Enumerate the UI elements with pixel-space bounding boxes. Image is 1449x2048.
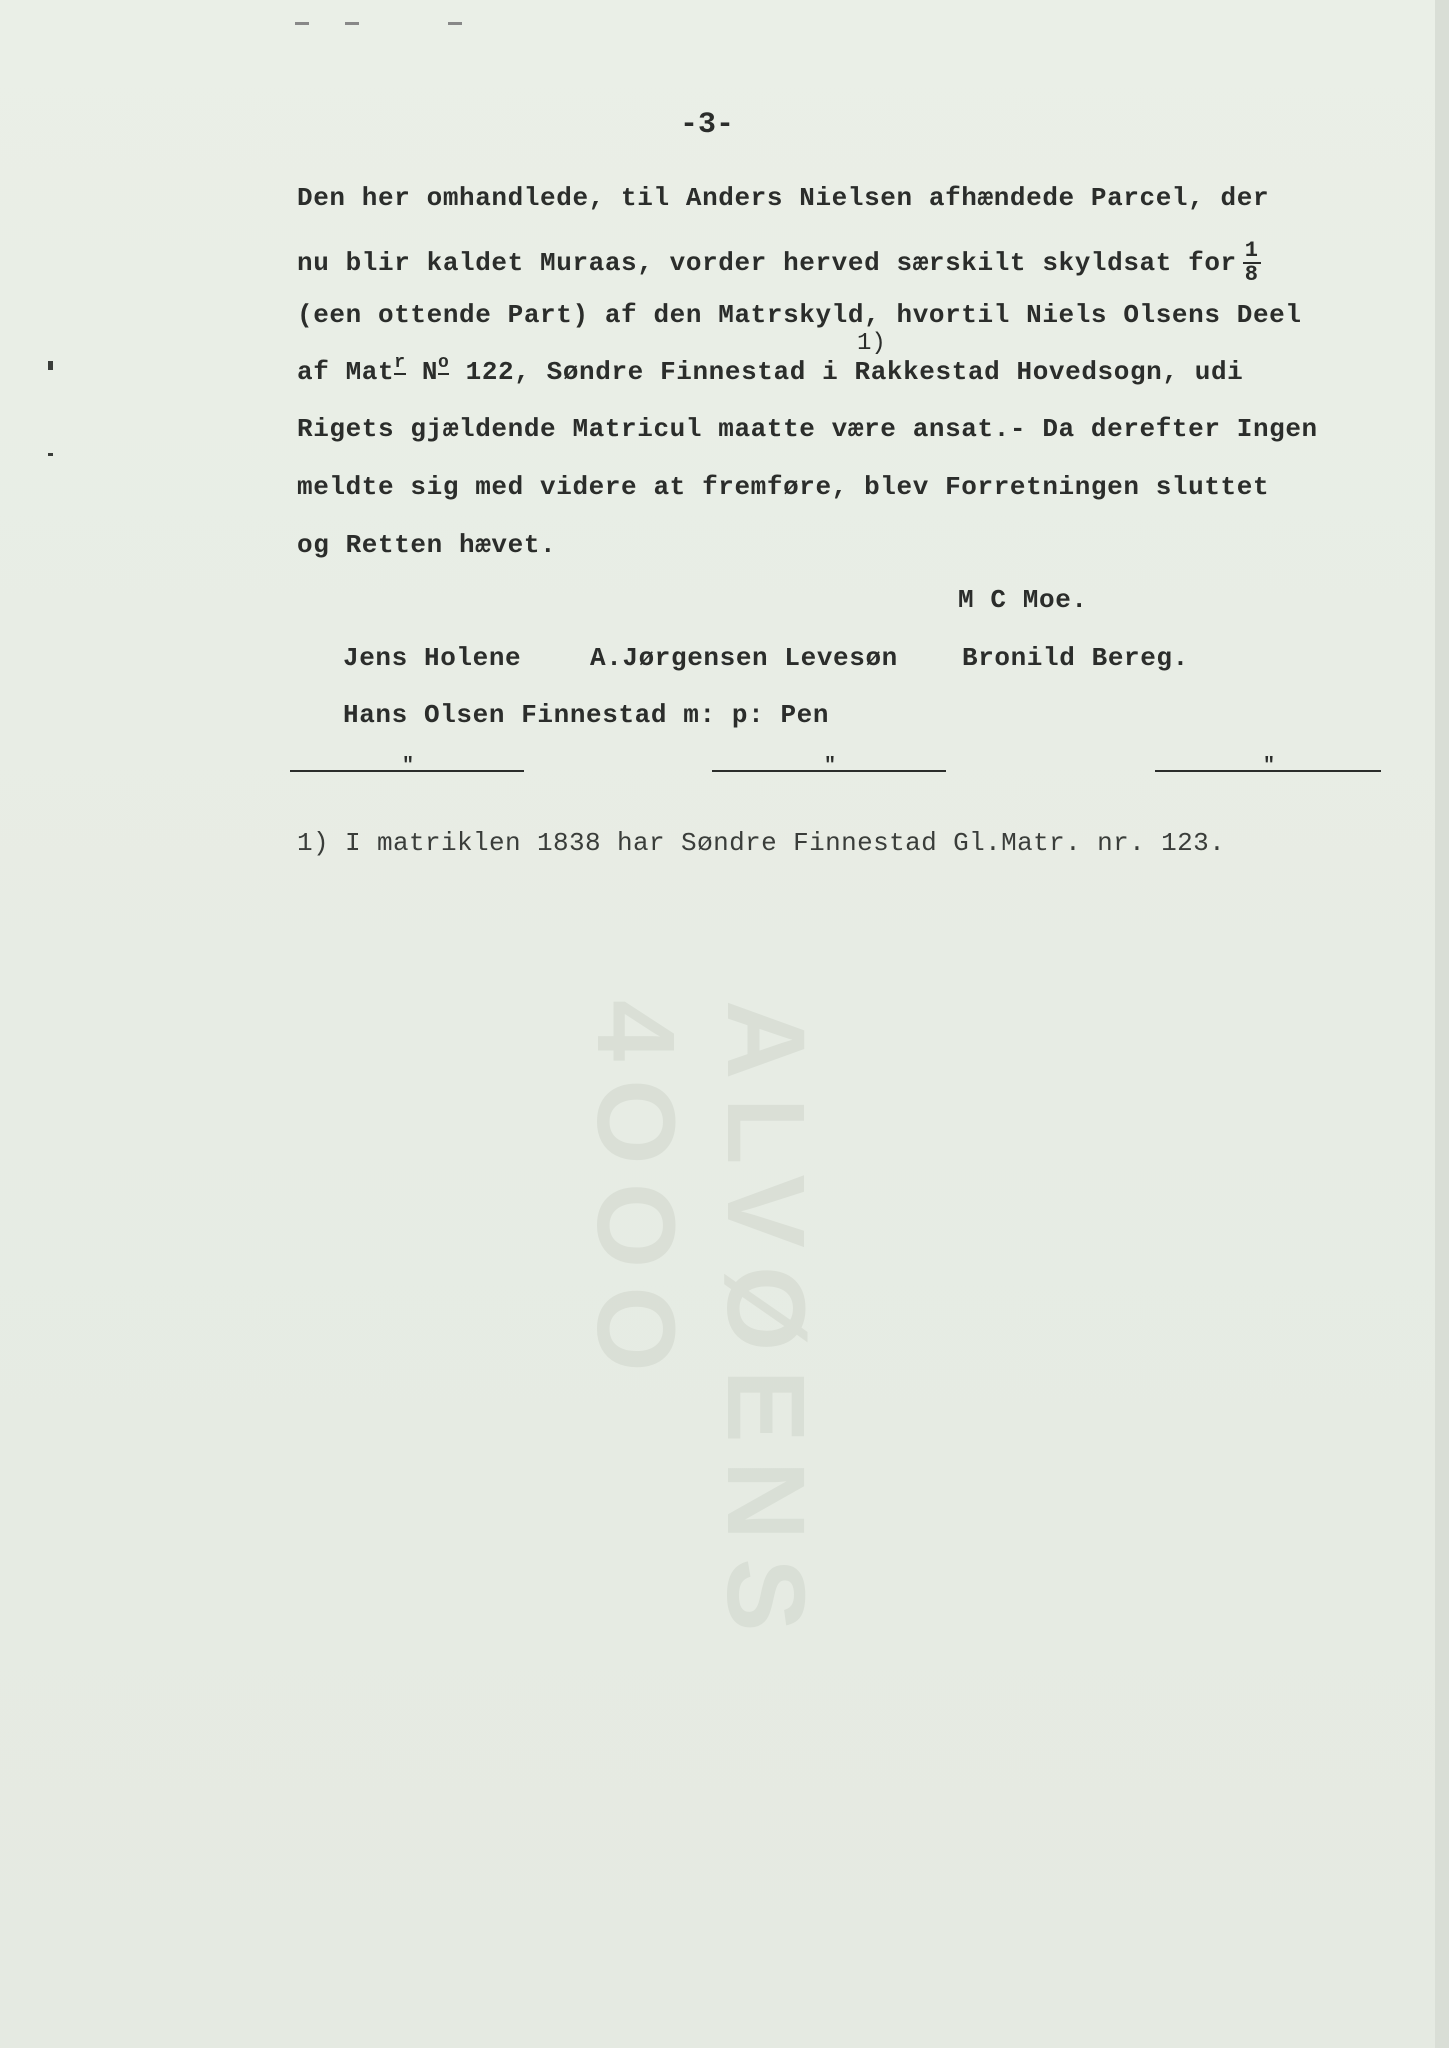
signature-bronild: Bronild Bereg. [962, 643, 1189, 673]
page-edge [1435, 0, 1449, 2048]
stray-mark [448, 22, 462, 25]
stray-mark [48, 361, 53, 370]
body-line-6: meldte sig med videre at fremføre, blev Forretningen sluttet [297, 472, 1270, 502]
body-line-7: og Retten hævet. [297, 530, 557, 560]
fraction-numerator: 1 [1244, 238, 1259, 263]
signature-moe: M C Moe. [958, 585, 1088, 615]
body-line-4-a: af Mat [297, 357, 395, 387]
page-number: -3- [680, 108, 735, 142]
fraction [1243, 240, 1261, 286]
body-line-1: Den her omhandlede, til Anders Nielsen afhændede Parcel, der [297, 183, 1270, 213]
superscript-r-text: r [394, 353, 406, 373]
stray-mark [295, 22, 309, 25]
signature-holene: Jens Holene [343, 643, 522, 673]
ditto-mark: " [1263, 755, 1276, 778]
body-line-2-text: nu blir kaldet Muraas, vorder herved særskilt skyldsat for [297, 247, 1237, 278]
ditto-mark: " [402, 755, 415, 778]
stray-mark [48, 453, 53, 456]
footnote-reference: 1) [857, 330, 886, 357]
body-line-4-b: N [405, 357, 439, 387]
signature-jorgensen: A.Jørgensen Levesøn [590, 643, 898, 673]
body-line-3: (een ottende Part) af den Matrskyld, hvortil Niels Olsens Deel [297, 300, 1302, 330]
body-line-2 [297, 240, 1261, 286]
stray-mark [345, 22, 359, 25]
superscript-o [438, 353, 450, 387]
body-line-4-c: 122, Søndre Finnestad i Rakkestad Hovedsogn, udi [449, 357, 1244, 387]
body-line-5: Rigets gjældende Matricul maatte være ansat.- Da derefter Ingen [297, 414, 1318, 444]
body-line-4 [297, 353, 1244, 387]
ditto-mark: " [824, 755, 837, 778]
watermark: ALVØENS 4OOO [574, 1000, 827, 1650]
signature-hans: Hans Olsen Finnestad m: p: Pen [343, 700, 830, 730]
superscript-o-text: o [438, 353, 450, 373]
footnote: 1) I matriklen 1838 har Søndre Finnestad Gl.Matr. nr. 123. [297, 828, 1226, 858]
fraction-denominator: 8 [1244, 262, 1259, 287]
superscript-r [394, 353, 406, 387]
